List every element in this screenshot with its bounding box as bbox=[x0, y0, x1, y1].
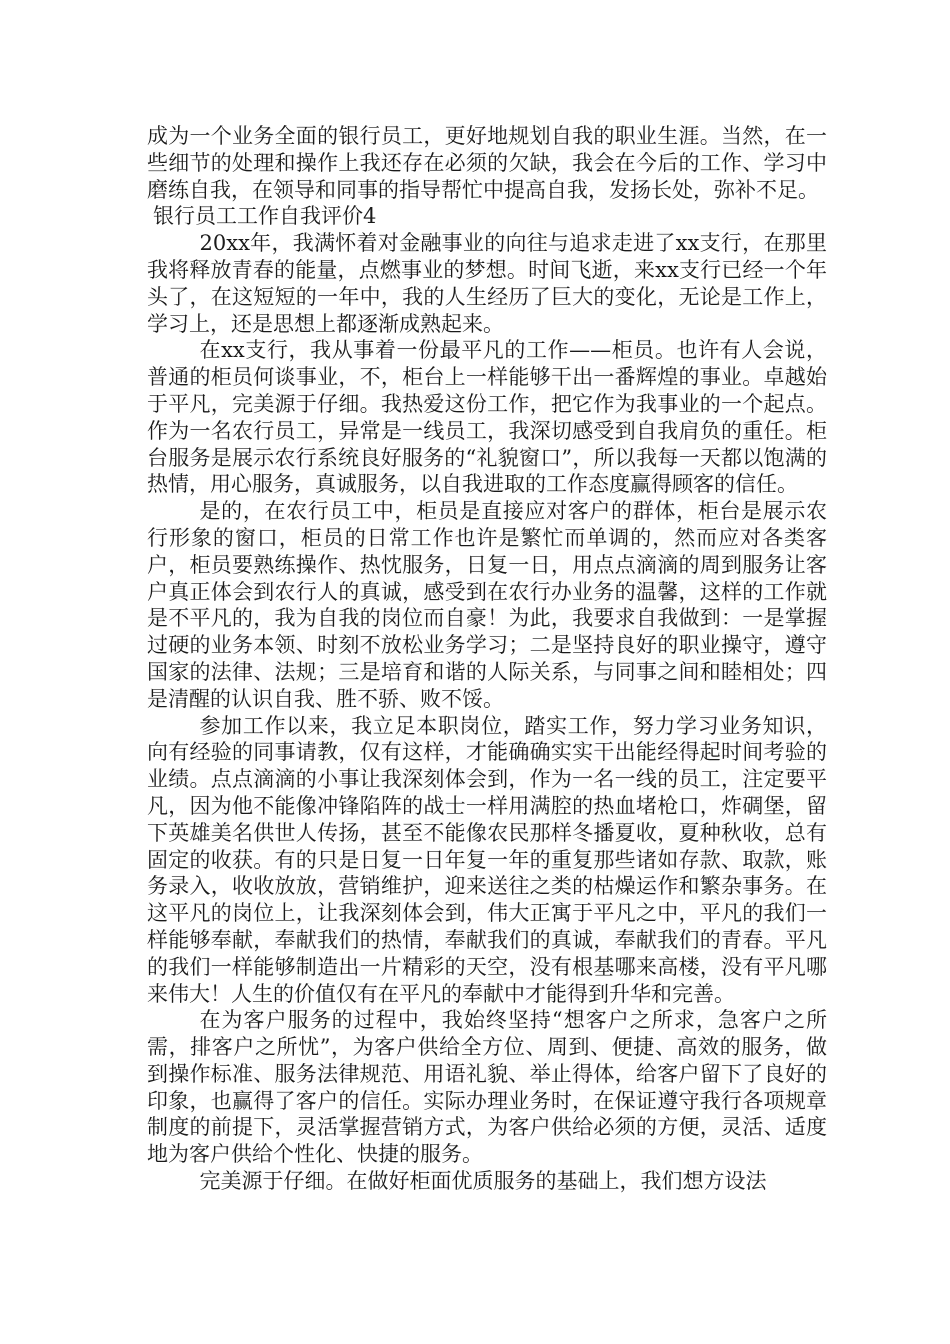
paragraph-intro: 成为一个业务全面的银行员工，更好地规划自我的职业生涯。当然，在一些细节的处理和操作上我还存在必须的欠缺，我会在今后的工作、学习中磨练自我，在领导和同事的指导帮忙中提高自我，发扬长处，弥补不足。 bbox=[147, 124, 827, 202]
document-body bbox=[147, 123, 827, 1195]
paragraph-6: 完美源于仔细。在做好柜面优质服务的基础上，我们想方设法 bbox=[199, 1169, 767, 1194]
section-heading: 银行员工工作自我评价4 bbox=[153, 204, 377, 229]
paragraph-2: 在xx支行，我从事着一份最平凡的工作——柜员。也许有人会说，普通的柜员何谈事业，不，柜台上一样能够干出一番辉煌的事业。卓越始于平凡，完美源于仔细。我热爱这份工作，把它作为我事业的一个起点。作为一名农行员工，异常是一线员工，我深切感受到自我肩负的重任。柜台服务是展示农行系统良好服务的“礼貌窗口”，所以我每一天都以饱满的热情，用心服务，真诚服务，以自我进取的工作态度赢得顾客的信任。 bbox=[147, 338, 827, 497]
paragraph-3: 是的，在农行员工中，柜员是直接应对客户的群体，柜台是展示农行形象的窗口，柜员的日常工作也许是繁忙而单调的，然而应对各类客户，柜员要熟练操作、热忱服务，日复一日，用点点滴滴的周到服务让客户真正体会到农行人的真诚，感受到在农行办业务的温馨，这样的工作就是不平凡的，我为自我的岗位而自豪！为此，我要求自我做到：一是掌握过硬的业务本领、时刻不放松业务学习；二是坚持良好的职业操守，遵守国家的法律、法规；三是培育和谐的人际关系，与同事之间和睦相处；四是清醒的认识自我、胜不骄、败不馁。 bbox=[147, 499, 827, 711]
paragraph-4: 参加工作以来，我立足本职岗位，踏实工作，努力学习业务知识，向有经验的同事请教，仅有这样，才能确确实实干出能经得起时间考验的业绩。点点滴滴的小事让我深刻体会到，作为一名一线的员工，注定要平凡，因为他不能像冲锋陷阵的战士一样用满腔的热血堵枪口，炸碉堡，留下英雄美名供世人传扬，甚至不能像农民那样冬播夏收，夏种秋收，总有固定的收获。有的只是日复一日年复一年的重复那些诸如存款、取款，账务录入，收收放放，营销维护，迎来送往之类的枯燥运作和繁杂事务。在这平凡的岗位上，让我深刻体会到，伟大正寓于平凡之中，平凡的我们一样能够奉献，奉献我们的热情，奉献我们的真诚，奉献我们的青春。平凡的我们一样能够制造出一片精彩的天空，没有根基哪来高楼，没有平凡哪来伟大！人生的价值仅有在平凡的奉献中才能得到升华和完善。 bbox=[147, 713, 827, 1006]
paragraph-1: 20xx年，我满怀着对金融事业的向往与追求走进了xx支行，在那里我将释放青春的能量，点燃事业的梦想。时间飞逝，来xx支行已经一个年头了，在这短短的一年中，我的人生经历了巨大的变化，无论是工作上，学习上，还是思想上都逐渐成熟起来。 bbox=[147, 231, 827, 336]
paragraph-5: 在为客户服务的过程中，我始终坚持“想客户之所求，急客户之所需，排客户之所忧”，为客户供给全方位、周到、便捷、高效的服务，做到操作标准、服务法律规范、用语礼貌、举止得体，给客户留下了良好的印象，也赢得了客户的信任。实际办理业务时，在保证遵守我行各项规章制度的前提下，灵活掌握营销方式，为客户供给必须的方便，灵活、适度地为客户供给个性化、快捷的服务。 bbox=[147, 1008, 827, 1167]
